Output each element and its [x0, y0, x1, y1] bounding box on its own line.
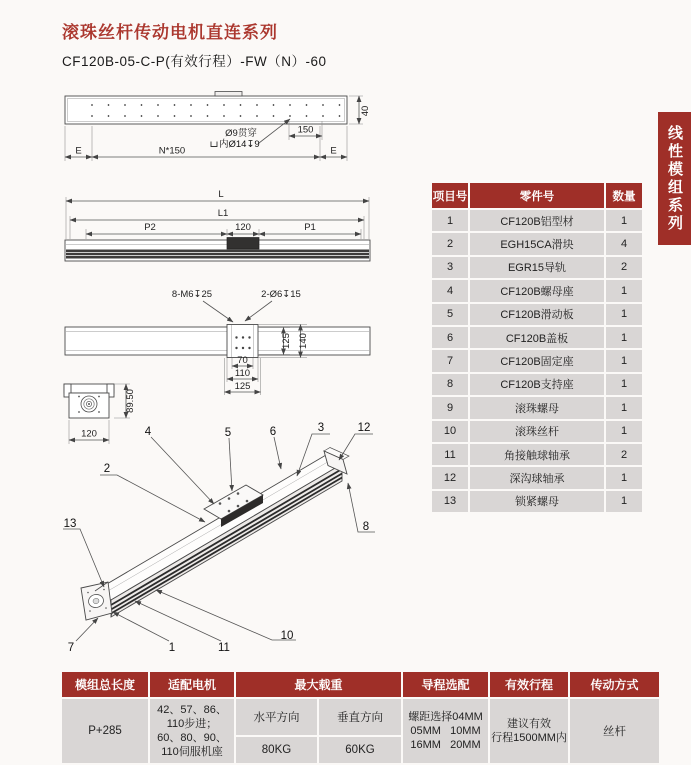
qty-cell: 1	[606, 374, 642, 395]
note-d6: 2-Ø6↧15	[261, 289, 301, 300]
part-name-cell: 深沟球轴承	[470, 467, 604, 488]
dim-120: 120	[235, 222, 251, 233]
dim-L1: L1	[217, 208, 229, 219]
item-no-cell: 1	[432, 210, 468, 231]
callout-7: 7	[67, 642, 75, 654]
item-no-cell: 11	[432, 444, 468, 465]
callout-6: 6	[269, 426, 277, 438]
qty-cell: 1	[606, 491, 642, 512]
qty-cell: 1	[606, 421, 642, 442]
qty-cell: 2	[606, 257, 642, 278]
dim-e-left: E	[75, 145, 82, 157]
part-name-cell: EGR15导轨	[470, 257, 604, 278]
dim-125-bottom: 125	[234, 381, 251, 392]
parts-table	[432, 183, 642, 512]
drawing-plan-view	[65, 289, 370, 395]
item-no-cell: 4	[432, 280, 468, 301]
dim-40: 40	[360, 105, 371, 117]
col-header-item: 项目号	[432, 183, 468, 208]
item-no-cell: 5	[432, 304, 468, 325]
spec-header-load: 最大载重	[236, 672, 401, 697]
page-title: 滚珠丝杆传动电机直连系列	[62, 23, 278, 42]
spec-motor-value: 42、57、86、 110步进； 60、80、90、 110伺服机座	[150, 699, 234, 763]
slider-block	[227, 238, 259, 250]
hole-note-line2: 内Ø14↧9	[219, 139, 260, 150]
dim-pitch: N*150	[158, 145, 186, 157]
item-no-cell: 3	[432, 257, 468, 278]
spec-stroke-value: 建议有效 行程1500MM内	[490, 699, 568, 763]
qty-cell: 1	[606, 304, 642, 325]
item-no-cell: 10	[432, 421, 468, 442]
dim-70: 70	[237, 355, 248, 366]
dim-120-end: 120	[81, 428, 97, 440]
callout-4: 4	[144, 426, 152, 438]
spec-header-length: 模组总长度	[62, 672, 148, 697]
item-no-cell: 2	[432, 233, 468, 254]
spec-header-motor: 适配电机	[150, 672, 234, 697]
series-tab	[658, 112, 691, 245]
dim-P1: P1	[304, 222, 316, 233]
dim-L: L	[218, 189, 224, 200]
col-header-part: 零件号	[470, 183, 604, 208]
dim-125-side: 125	[281, 333, 292, 349]
qty-cell: 1	[606, 280, 642, 301]
hole-note-line1: Ø9贯穿	[225, 128, 257, 139]
callout-3: 3	[317, 422, 325, 434]
col-header-qty: 数量	[606, 183, 642, 208]
callout-5: 5	[224, 427, 232, 439]
spec-load-horizontal-label: 水平方向	[236, 699, 317, 735]
dim-89-50: 89.50	[125, 389, 136, 413]
spec-drive-value: 丝杆	[570, 699, 659, 763]
spec-load-vertical-value: 60KG	[319, 737, 401, 763]
model-code: CF120B-05-C-P(有效行程）-FW（N）-60	[62, 54, 327, 69]
series-tab-label: 线性模组系列	[666, 124, 683, 233]
spec-table	[62, 672, 659, 763]
part-name-cell: 滚珠螺母	[470, 397, 604, 418]
item-no-cell: 6	[432, 327, 468, 348]
spec-load-horizontal-value: 80KG	[236, 737, 317, 763]
spec-header-drive: 传动方式	[570, 672, 659, 697]
qty-cell: 2	[606, 444, 642, 465]
part-name-cell: EGH15CA滑块	[470, 233, 604, 254]
part-name-cell: CF120B螺母座	[470, 280, 604, 301]
item-no-cell: 9	[432, 397, 468, 418]
part-name-cell: 滚珠丝杆	[470, 421, 604, 442]
callout-12: 12	[357, 422, 371, 434]
drawing-iso-view	[63, 422, 375, 654]
qty-cell: 1	[606, 210, 642, 231]
item-no-cell: 12	[432, 467, 468, 488]
part-name-cell: CF120B滑动板	[470, 304, 604, 325]
spec-lead-value: 螺距选择04MM 05MM 10MM 16MM 20MM	[403, 699, 488, 763]
part-name-cell: CF120B铝型材	[470, 210, 604, 231]
qty-cell: 1	[606, 467, 642, 488]
callout-8: 8	[362, 521, 370, 533]
callout-11: 11	[218, 642, 230, 654]
item-no-cell: 13	[432, 491, 468, 512]
callout-1: 1	[168, 642, 176, 654]
part-name-cell: CF120B固定座	[470, 350, 604, 371]
counterbore-symbol	[211, 142, 217, 147]
header	[62, 18, 327, 70]
spec-load-vertical-label: 垂直方向	[319, 699, 401, 735]
part-name-cell: 锁紧螺母	[470, 491, 604, 512]
qty-cell: 4	[606, 233, 642, 254]
spec-length-value: P+285	[62, 699, 148, 763]
note-m6: 8-M6↧25	[171, 289, 213, 300]
drawing-top-view	[65, 92, 371, 162]
qty-cell: 1	[606, 397, 642, 418]
dim-140: 140	[298, 333, 309, 349]
item-no-cell: 7	[432, 350, 468, 371]
dim-P2: P2	[144, 222, 156, 233]
item-no-cell: 8	[432, 374, 468, 395]
part-name-cell: 角接触球轴承	[470, 444, 604, 465]
dim-e-right: E	[330, 145, 337, 157]
dim-150: 150	[297, 124, 314, 136]
qty-cell: 1	[606, 350, 642, 371]
drawing-length-view	[65, 189, 370, 261]
spec-header-stroke: 有效行程	[490, 672, 568, 697]
drawing-end-view	[64, 384, 136, 444]
spec-header-lead: 导程选配	[403, 672, 488, 697]
qty-cell: 1	[606, 327, 642, 348]
part-name-cell: CF120B支持座	[470, 374, 604, 395]
part-name-cell: CF120B盖板	[470, 327, 604, 348]
callout-13: 13	[63, 518, 77, 530]
dim-110: 110	[234, 368, 251, 379]
callout-2: 2	[103, 463, 111, 475]
callout-10: 10	[280, 630, 294, 642]
